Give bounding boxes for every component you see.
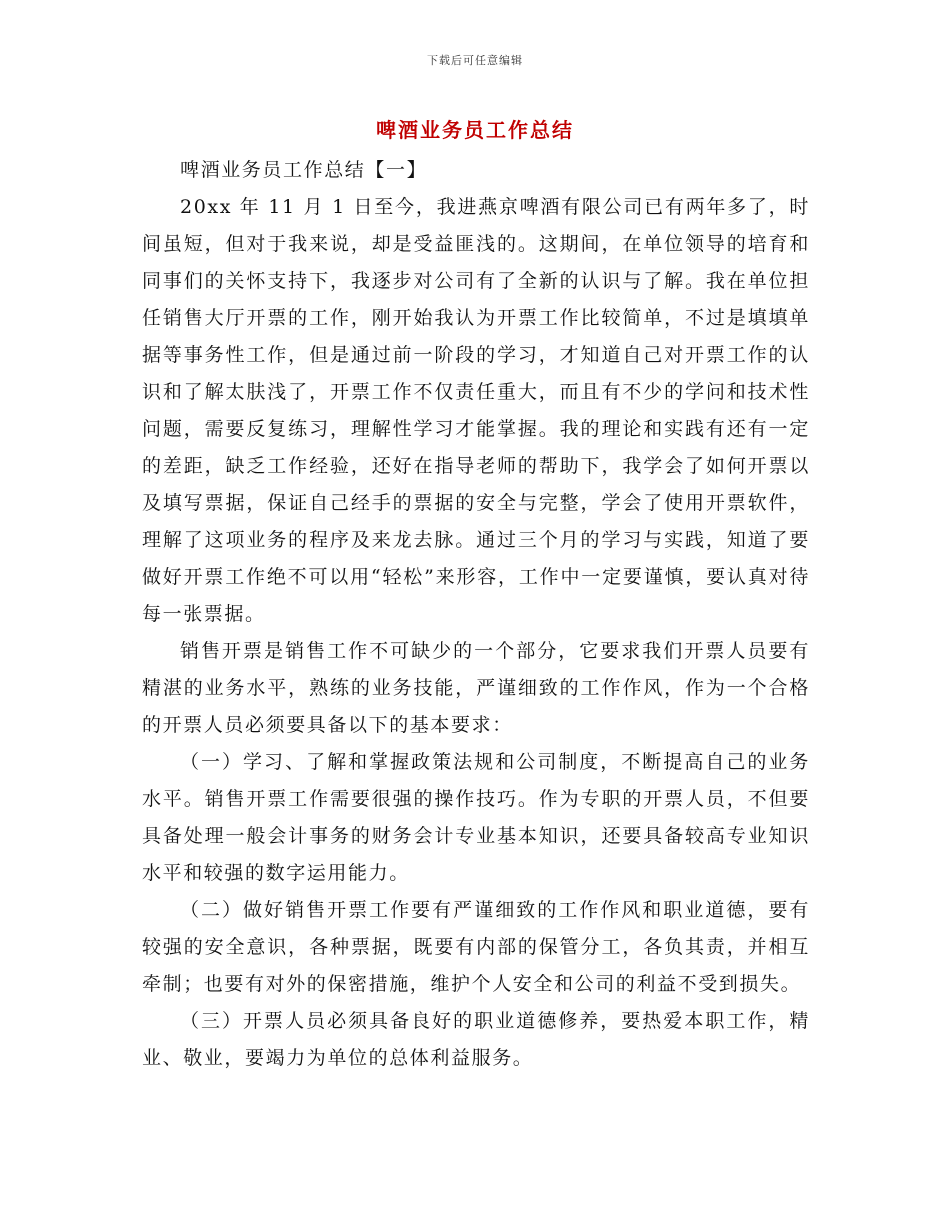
- paragraph-requirements: 销售开票是销售工作不可缺少的一个部分，它要求我们开票人员要有精湛的业务水平，熟练的业务技能，严谨细致的工作作风，作为一个合格的开票人员必须要具备以下的基本要求：: [142, 640, 810, 736]
- document-title: 啤酒业务员工作总结: [376, 118, 574, 142]
- paragraph-point-2: （二）做好销售开票工作要有严谨细致的工作作风和职业道德，要有较强的安全意识，各种票据，既要有内部的保管分工，各负其责，并相互牵制；也要有对外的保密措施，维护个人安全和公司的利益不受到损失。: [142, 899, 810, 995]
- paragraph-point-3: （三）开票人员必须具备良好的职业道德修养，要热爱本职工作，精业、敬业，要竭力为单位的总体利益服务。: [142, 1010, 810, 1069]
- header-note: 下载后可任意编辑: [427, 54, 523, 67]
- paragraph-intro: 20xx 年 11 月 1 日至今，我进燕京啤酒有限公司已有两年多了，时间虽短，但对于我来说，却是受益匪浅的。这期间，在单位领导的培育和同事们的关怀支持下，我逐步对公司有了全新的认识与了解。我在单位担任销售大厅开票的工作，刚开始我认为开票工作比较简单，不过是填填单据等事务性工作，但是通过前一阶段的学习，才知道自己对开票工作的认识和了解太肤浅了，开票工作不仅责任重大，而且有不少的学问和技术性问题，需要反复练习，理解性学习才能掌握。我的理论和实践有还有一定的差距，缺乏工作经验，还好在指导老师的帮助下，我学会了如何开票以及填写票据，保证自己经手的票据的安全与完整，学会了使用开票软件，理解了这项业务的程序及来龙去脉。通过三个月的学习与实践，知道了要做好开票工作绝不可以用“轻松”来形容，工作中一定要谨慎，要认真对待每一张票据。: [142, 196, 810, 625]
- document-body: [142, 152, 810, 1077]
- section-heading: 啤酒业务员工作总结【一】: [180, 159, 428, 181]
- paragraph-point-1: （一）学习、了解和掌握政策法规和公司制度，不断提高自己的业务水平。销售开票工作需要很强的操作技巧。作为专职的开票人员，不但要具备处理一般会计事务的财务会计专业基本知识，还要具备较高专业知识水平和较强的数字运用能力。: [142, 751, 810, 884]
